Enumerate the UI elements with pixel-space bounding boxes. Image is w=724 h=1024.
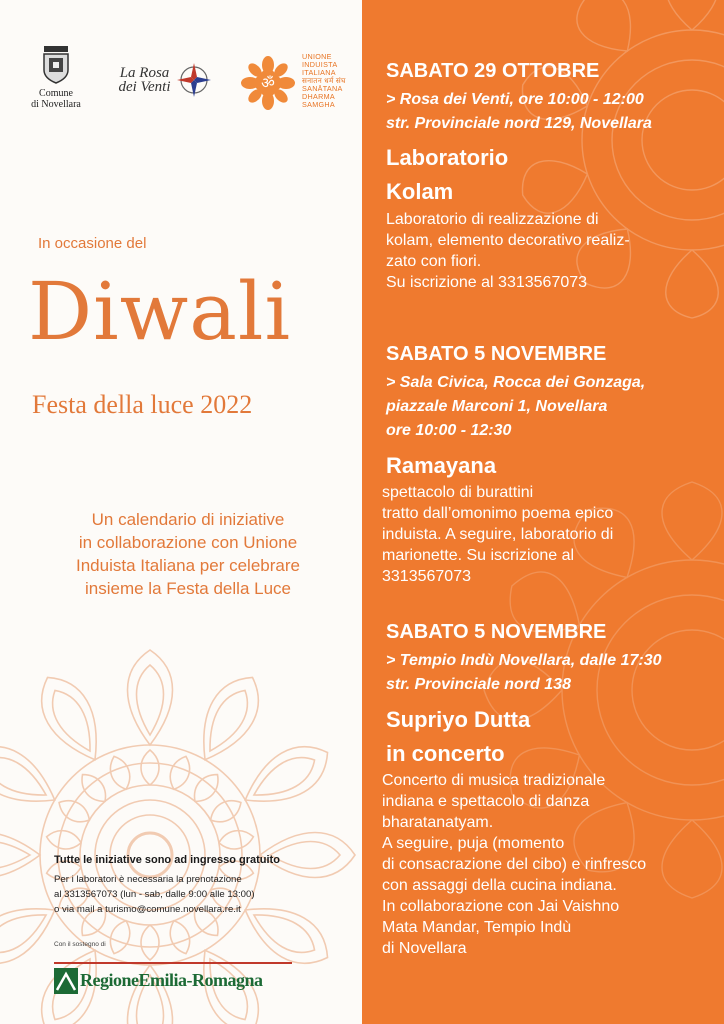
regione-logo-icon <box>54 968 78 994</box>
rosa-dei-venti-logo-text: La Rosa dei Venti <box>118 65 171 95</box>
event-description: Laboratorio di realizzazione di kolam, elemento decorativo realiz- zato con fiori. Su iscrizione al 3313567073 <box>386 211 630 291</box>
sponsor-label: Con il sostegno di <box>54 941 106 948</box>
uii-logo-text: UNIONE INDUISTA ITALIANA सनातन धर्म संघ SANĀTANA DHARMA SAMGHA <box>302 52 346 109</box>
page-title: Diwali <box>28 265 292 358</box>
subtitle: Festa della luce 2022 <box>32 390 253 419</box>
svg-text:ॐ: ॐ <box>261 74 275 92</box>
event-date: SABATO 5 NOVEMBRE <box>386 621 607 643</box>
event-description: Concerto di musica tradizionale indiana e spettacolo di danza bharatanatyam. A seguire, puja (momento di consacrazione del cibo) e rinfresco con assaggi della cucina indiana. In collaborazione con Jai Vaishno Mata Mandar, Tempio Indù di Novellara <box>382 772 647 957</box>
right-panel <box>362 0 724 1024</box>
free-entry-note: Tutte le iniziative sono ad ingresso gratuito <box>54 854 280 866</box>
om-lotus-icon <box>240 55 296 111</box>
event-title: Laboratorio Kolam <box>386 145 509 204</box>
event-description: spettacolo di burattini tratto dall’omonimo poema epico induista. A seguire, laboratorio di marionette. Su iscrizione al 3313567073 <box>382 484 614 585</box>
event-date: SABATO 29 OTTOBRE <box>386 60 600 82</box>
event-location: > Sala Civica, Rocca dei Gonzaga, piazzale Marconi 1, Novellara ore 10:00 - 12:30 <box>386 374 646 439</box>
comune-crest-icon <box>41 44 71 84</box>
intro-paragraph: Un calendario di iniziative in collaborazione con Unione Induista Italiana per celebrare insieme la Festa della Luce <box>76 510 300 598</box>
event-location: > Rosa dei Venti, ore 10:00 - 12:00 str. Provinciale nord 129, Novellara <box>386 91 652 132</box>
regione-logo-text: RegioneEmilia-Romagna <box>80 970 263 990</box>
booking-info: Per i laboratori è necessaria la prenotazione al 3313567073 (lun - sab, dalle 9:00 alle 13:00) o via mail a turismo@comune.novellara.re.it <box>54 874 255 915</box>
compass-rose-icon <box>176 62 212 98</box>
event-title: Supriyo Dutta in concerto <box>386 707 531 766</box>
comune-logo-text: Comune di Novellara <box>31 88 81 110</box>
occasione-text: In occasione del <box>38 235 147 252</box>
event-date: SABATO 5 NOVEMBRE <box>386 343 607 365</box>
event-location: > Tempio Indù Novellara, dalle 17:30 str. Provinciale nord 138 <box>386 652 662 693</box>
event-title: Ramayana <box>386 453 497 478</box>
sponsor-divider <box>54 962 292 964</box>
